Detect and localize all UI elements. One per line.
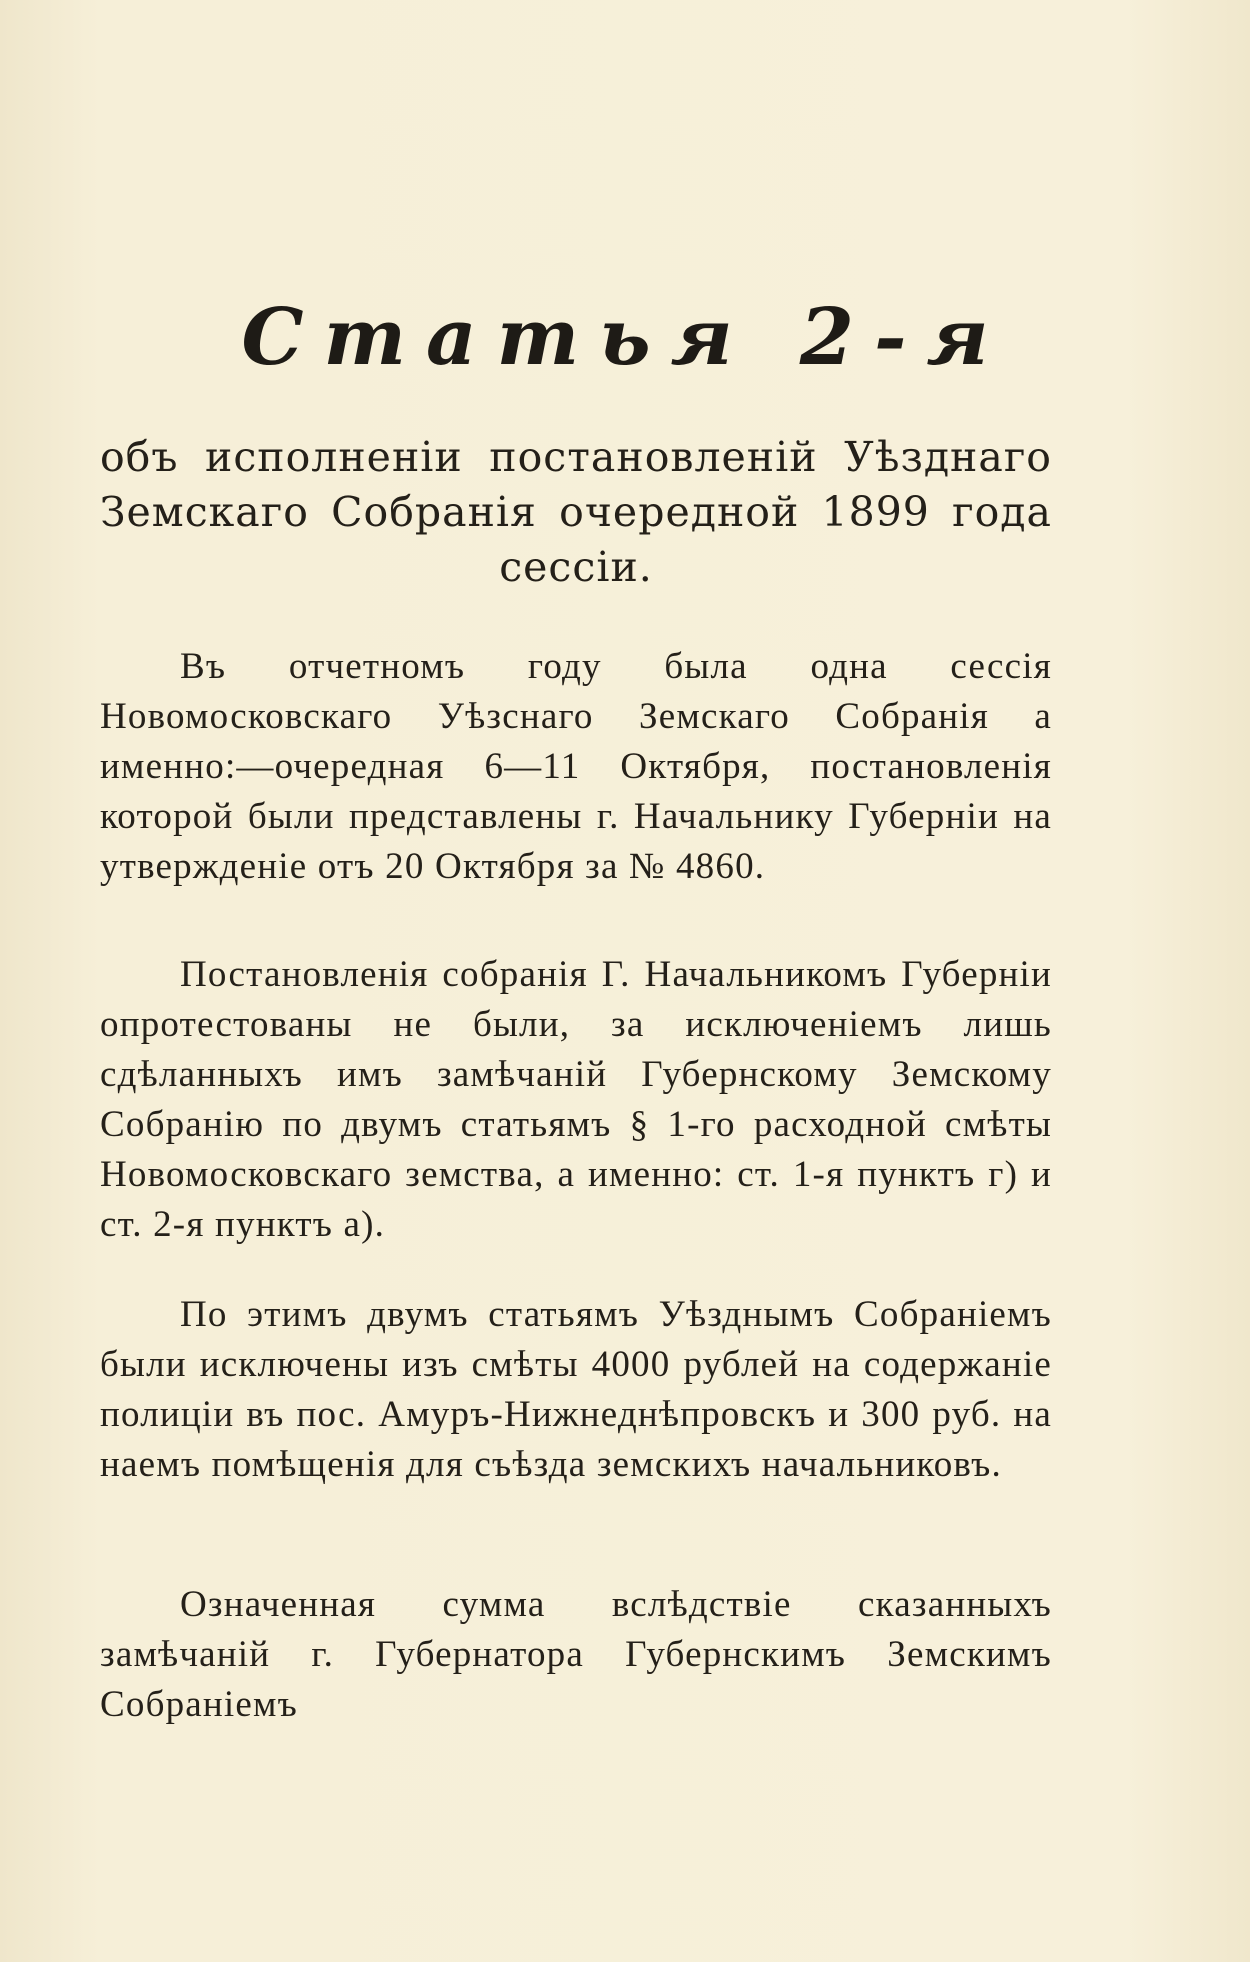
paragraph-1: Въ отчетномъ году была одна сессія Новомосковскаго Уѣзснаго Земскаго Собранія а именно:—очередная 6—11 Октября, постановленія которой были представлены г. Начальнику Губерніи на утвержденіе отъ 20 Октября за № 4860. bbox=[100, 646, 1052, 887]
paragraph-3: По этимъ двумъ статьямъ Уѣзднымъ Собраніемъ были исключены изъ смѣты 4000 рублей на содержаніе полиціи въ пос. Амуръ-Нижнеднѣпровскъ и 300 руб. на наемъ помѣщенія для съѣзда земскихъ начальниковъ. bbox=[100, 1294, 1052, 1485]
paragraph-4: Означенная сумма вслѣдствіе сказанныхъ замѣчаній г. Губернатора Губернскимъ Земскимъ Собраніемъ bbox=[100, 1584, 1052, 1725]
article-title: Статья 2-я bbox=[241, 292, 1009, 383]
paragraph-2: Постановленія собранія Г. Начальникомъ Губерніи опротестованы не были, за исключеніемъ лишь сдѣланныхъ имъ замѣчаній Губернскому Земскому Собранію по двумъ статьямъ § 1-го расходной смѣты Новомосковскаго земства, а именно: ст. 1-я пунктъ г) и ст. 2-я пунктъ а). bbox=[100, 954, 1052, 1245]
article-subtitle: объ исполненіи постановленій Уѣзднаго Земскаго Собранія очередной 1899 года сессіи. bbox=[100, 433, 1052, 591]
